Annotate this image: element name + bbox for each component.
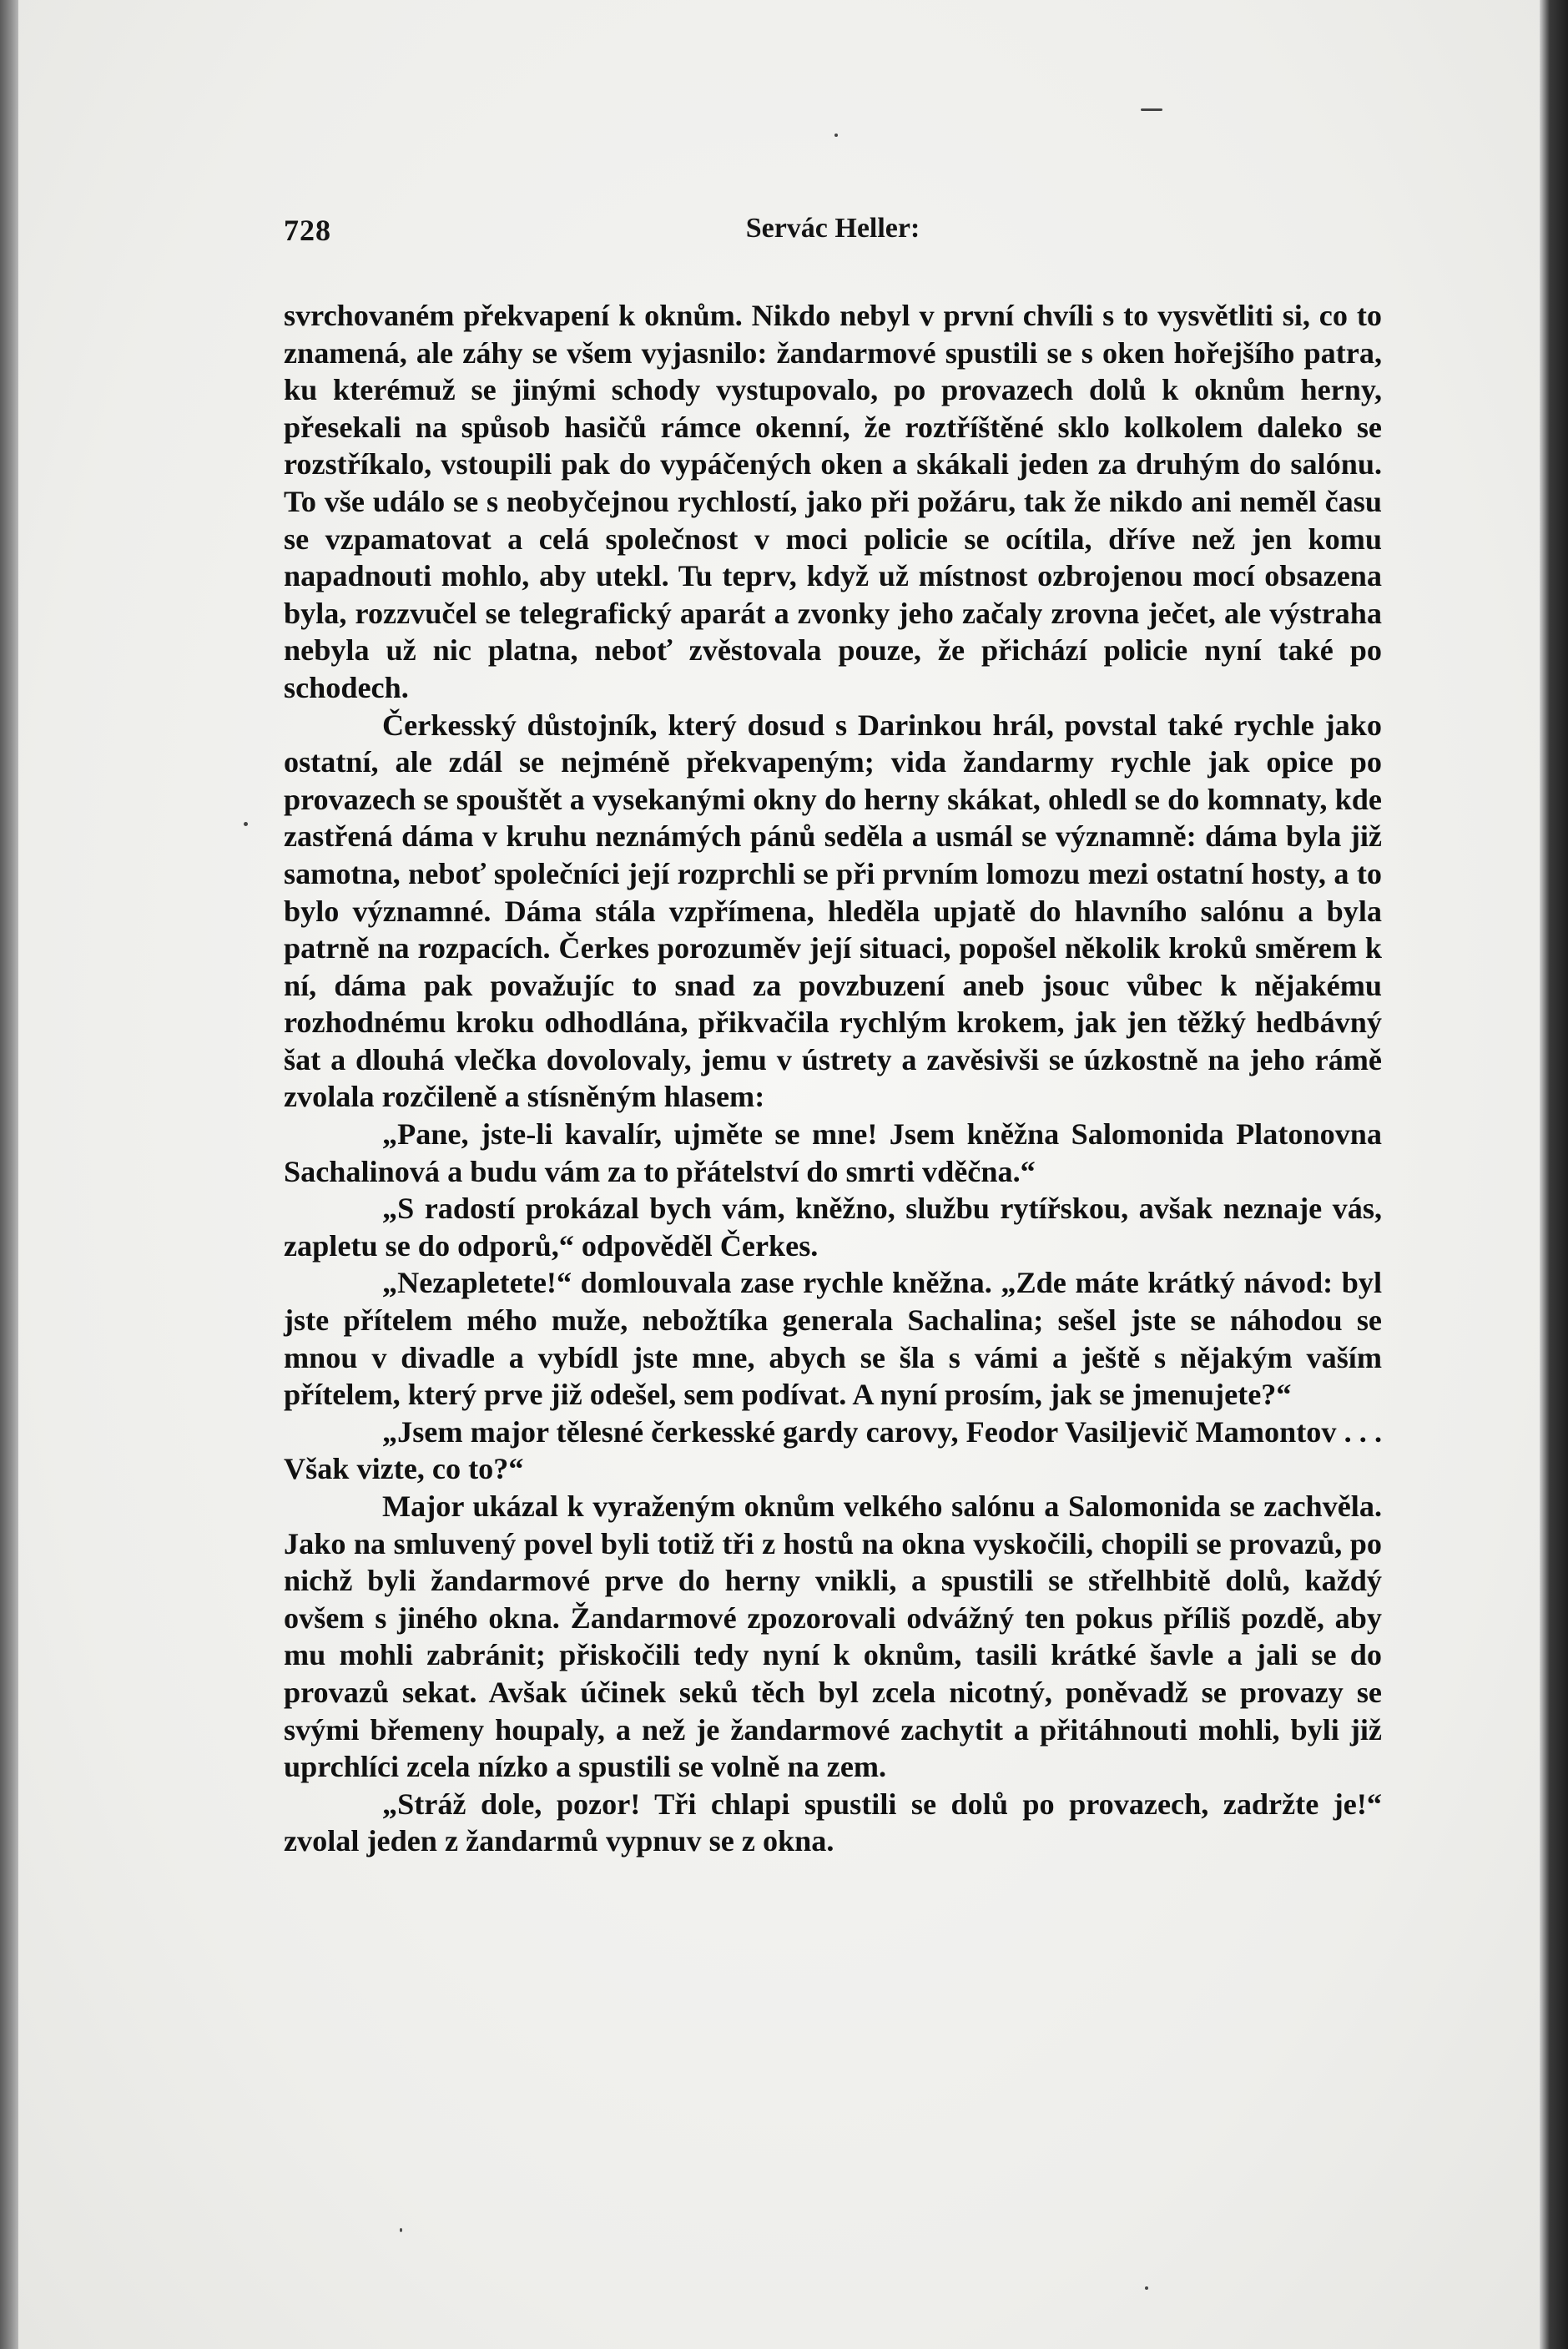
paragraph: svrchovaném překvapení k oknům. Nikdo nebyl v první chvíli s to vysvětliti si, co to znamená, ale záhy se všem vyjasnilo: žandarmové spustili se s oken hořejšího patra, ku kterémuž se jinými schody vystupovalo, po provazech dolů k oknům herny, přesekali na spůsob hasičů rámce okenní, že roztříštěné sklo kolkolem daleko se rozstříkalo, vstoupili pak do vypáčených oken a skákali jeden za druhým do salónu. To vše událo se s neobyčejnou rychlostí, jako při požáru, tak že nikdo ani neměl času se vzpamatovat a celá společnost v moci policie se ocítila, dříve než jen komu napadnouti mohlo, aby utekl. Tu teprv, když už místnost ozbrojenou mocí obsazena byla, rozzvučel se telegrafický aparát a zvonky jeho začaly zrovna ječet, ale výstraha nebyla už nic platna, neboť zvěstovala pouze, že přichází policie nyní také po schodech. [284,299,1382,704]
scan-edge-right [1540,0,1568,2349]
body-text [284,297,1382,1860]
paragraph: „Stráž dole, pozor! Tři chlapi spustili se dolů po provazech, zadržte je!“ zvolal jeden z žandarmů vypnuv se z okna. [284,1787,1382,1858]
running-title: Servác Heller: [745,213,920,244]
page-header [284,213,1382,251]
paragraph: Čerkesský důstojník, který dosud s Darinkou hrál, povstal také rychle jako ostatní, ale zdál se nejméně překvapeným; vida žandarmy rychle jak opice po provazech se spouštět a vysekanými okny do herny skákat, ohledl se do komnaty, kde zastřená dáma v kruhu neznámých pánů seděla a usmál se významně: dáma byla již samotna, neboť společníci její rozprchli se při prvním lomozu mezi ostatní hosty, a to bylo významné. Dáma stála vzpřímena, hleděla upjatě do hlavního salónu a byla patrně na rozpacích. Čerkes porozuměv její situaci, popošel několik kroků směrem k ní, dáma pak považujíc to snad za povzbuzení aneb jsouc vůbec k nějakému rozhodnému kroku odhodlána, přikvačila rychlým krokem, jak jen těžký hedbávný šat a dlouhá vlečka dovolovaly, jemu v ústrety a zavěsivši se úzkostně na jeho rámě zvolala rozčileně a stísněným hlasem: [284,708,1382,1114]
paper-speck [244,822,248,826]
paper-speck [1141,108,1162,111]
paper-speck [400,2228,402,2232]
book-page [18,0,1540,2349]
paragraph: Major ukázal k vyraženým oknům velkého salónu a Salomonida se zachvěla. Jako na smluvený povel byli totiž tři z hostů na okna vyskočili, chopili se provazů, po nichž byli žandarmové prve do herny vnikli, a spustili se střelhbitě dolů, každý ovšem s jiného okna. Žandarmové zpozorovali odvážný ten pokus příliš pozdě, aby mu mohli zabránit; přiskočili tedy nyní k oknům, tasili krátké šavle a jali se do provazů sekat. Avšak účinek seků těch byl zcela nicotný, poněvadž se provazy se svými břemeny houpaly, a než je žandarmové zachytit a přitáhnouti mohli, byli již uprchlíci zcela nízko a spustili se volně na zem. [284,1490,1382,1784]
paper-speck [1145,2286,1148,2290]
paragraph: „Nezapletete!“ domlouvala zase rychle kněžna. „Zde máte krátký návod: byl jste přítelem mého muže, nebožtíka generala Sachalina; sešel jste se náhodou se mnou v divadle a vybídl jste mne, abych se šla s vámi a ještě s nějakým vaším přítelem, který prve již odešel, sem podívat. A nyní prosím, jak se jmenujete?“ [284,1266,1382,1412]
scan-edge-left [0,0,18,2349]
paragraph: „Pane, jste-li kavalír, ujměte se mne! Jsem kněžna Salomonida Platonovna Sachalinová a budu vám za to přátelství do smrti vděčna.“ [284,1117,1382,1188]
paper-speck [834,134,838,137]
paragraph: „S radostí prokázal bych vám, kněžno, službu rytířskou, avšak neznaje vás, zapletu se do odporů,“ odpověděl Čerkes. [284,1192,1382,1263]
paragraph: „Jsem major tělesné čerkesské gardy carovy, Feodor Vasiljevič Mamontov . . . Však vizte, co to?“ [284,1414,1382,1486]
page-number: 728 [284,214,331,247]
